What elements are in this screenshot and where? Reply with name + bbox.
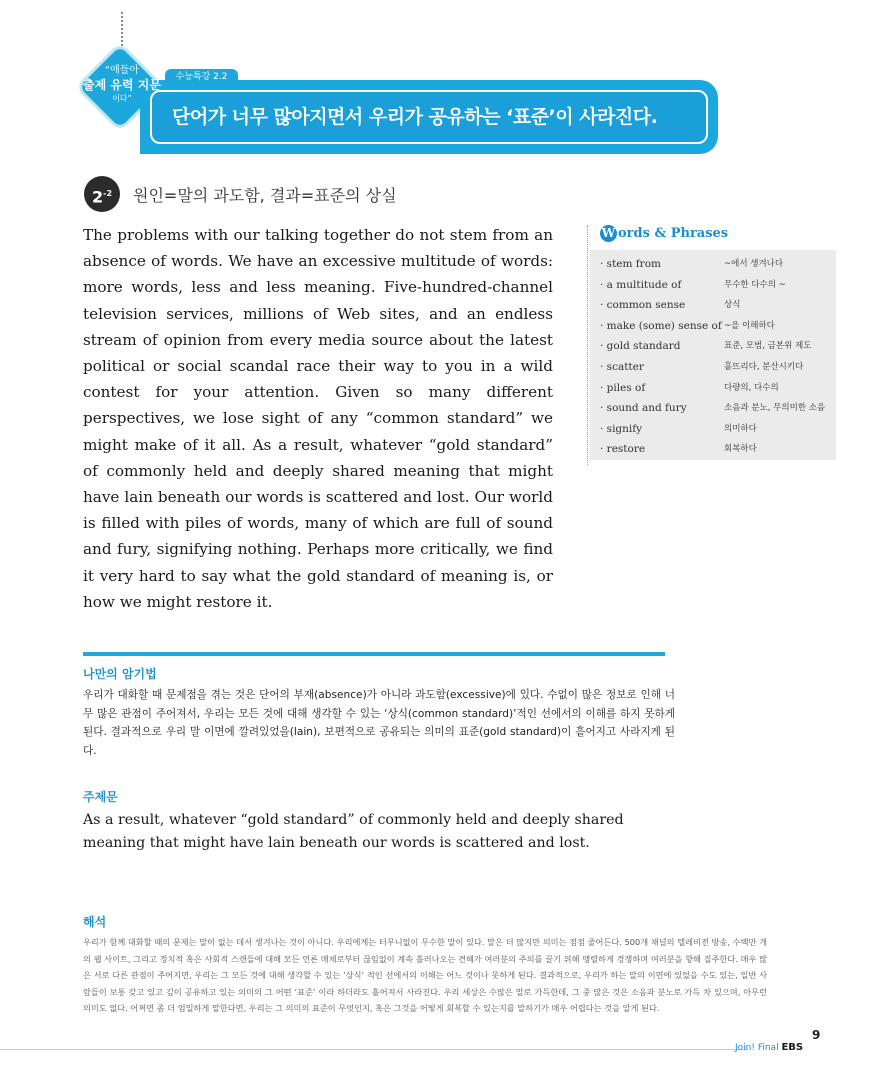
phrase-ko: ~에서 생겨나다 <box>724 259 784 269</box>
phrase-en: · scatter <box>600 360 644 373</box>
phrase-ko: 상식 <box>724 300 741 311</box>
list-item <box>590 275 836 296</box>
passage-text: The problems with our talking together do not stem from an absence of words. We have an excessive multitude of words: more words, less and less meaning. Five-hundred-channel television services, millions of Web sites, and an endless stream of opinion from every media source about the latest political or social scandal race their way to you in a wild contest for your attention. Given so many different perspectives, we lose sight of any “common standard” we might make of it all. As a result, whatever “gold standard” of commonly held and deeply shared meaning that might have lain beneath our words is scattered and lost. Our world is filled with piles of words, many of which are full of sound and fury, signifying nothing. Perhaps more critically, we find it very hard to say what the gold standard of meaning is, or how we might restore it. <box>83 226 553 611</box>
summary-heading: 나만의 암기법 <box>83 667 157 681</box>
phrase-en: · a multitude of <box>600 278 682 291</box>
phrase-en: · gold standard <box>600 340 681 353</box>
list-item <box>590 378 836 399</box>
section-number: 2 <box>91 187 104 207</box>
list-item <box>590 336 836 357</box>
phrase-ko: 소음과 분노, 무의미한 소음 <box>724 403 826 414</box>
page-title: 단어가 너무 많아지면서 우리가 공유하는 ‘표준’이 사라진다. <box>172 106 658 128</box>
translation-heading: 해석 <box>83 915 107 929</box>
phrase-ko: 다량의, 다수의 <box>724 382 779 393</box>
summary-text: 우리가 대화할 때 문제점을 겪는 것은 단어의 부재(absence)가 아니라 과도함(excessive)에 있다. 수없이 많은 정보로 인해 너무 많은 관점이 주어져서, 우리는 모든 것에 대해 생각할 수 있는 ‘상식(common standard)’적인 선에서의 이해를 하지 못하게 된다. 결과적으로 우리 말 이면에 깔려있었을(lain), 보편적으로 공유되는 의미의 표준(gold standard)이 흩어지고 사라지게 된다. <box>83 689 675 757</box>
tag-label <box>72 64 172 104</box>
list-item <box>590 439 836 460</box>
phrase-en: · make (some) sense of <box>600 319 722 332</box>
phrase-ko: 의미하다 <box>724 423 757 434</box>
phrase-ko: 흩뜨리다, 분산시키다 <box>724 361 804 372</box>
section-number-badge <box>84 176 120 212</box>
words-phrases-list <box>590 250 836 460</box>
tag-line2: 출제 유력 지문 <box>83 78 161 92</box>
tag-line1: “애들아 <box>104 65 140 76</box>
words-phrases-box <box>590 250 836 460</box>
phrase-en: · piles of <box>600 381 646 394</box>
phrase-ko: 무수한 다수의 ~ <box>724 279 786 290</box>
header-subtab: 수능특강 2.2 <box>165 69 238 85</box>
words-phrases-divider <box>587 225 588 465</box>
phrase-en: · stem from <box>600 258 661 270</box>
phrase-en: · restore <box>600 443 646 456</box>
words-phrases-title-rest: ords & Phrases <box>618 226 729 241</box>
words-phrases-title <box>600 225 728 242</box>
topic-sentence: As a result, whatever “gold standard” of commonly held and deeply shared meaning that might have lain beneath our words is scattered and lost. <box>83 812 624 851</box>
translation-text: 우리가 함께 대화할 때의 문제는 말이 없는 데서 생겨나는 것이 아니다. 우리에게는 터무니없이 무수한 말이 있다. 말은 더 많지만 의미는 점점 줄어든다. 500개 채널의 텔레비전 방송, 수백만 개의 웹 사이트, 그리고 정치적 혹은 사회적 스캔들에 대해 모든 언론 매체로부터 끊임없이 계속 흘러나오는 견해가 여러분의 주의를 끌기 위해 맹렬하게 경쟁하며 여러분을 향해 질주한다. 매우 많은 서로 다른 관점이 주어지면, 우리는 그 모든 것에 대해 생각할 수 있는 ‘상식’ 적인 선에서의 이해는 어느 것이나 못하게 된다. 결과적으로, 우리가 하는 말의 이면에 있었을 수도 있는, 일반 사람들이 보통 갖고 있고 깊이 공유하고 있는 의미의 그 어떤 ‘표준’ 이라 하더라도 흩어져서 사라진다. 우리 세상은 수많은 말로 가득한데, 그 중 많은 것은 소음과 분노로 가득 차 있으며, 아무런 의미도 없다. 어쩌면 좀 더 엄밀하게 말한다면, 우리는 그 의미의 표준이 무엇인지, 혹은 그것을 어떻게 회복할 수 있는지를 말하기가 매우 어렵다는 것을 알게 된다. <box>83 937 767 1014</box>
list-item <box>590 254 836 275</box>
phrase-en: · common sense <box>600 299 686 312</box>
tag-line3: 이다” <box>112 94 132 103</box>
section-subnumber: -2 <box>103 189 113 198</box>
list-item <box>590 419 836 440</box>
phrase-ko: ~을 이해하다 <box>724 320 775 331</box>
footer-brand-text: Join! Final <box>735 1043 779 1053</box>
phrase-en: · sound and fury <box>600 402 687 415</box>
list-item <box>590 316 836 337</box>
list-item <box>590 398 836 419</box>
phrase-en: · signify <box>600 422 643 435</box>
phrase-ko: 회복하다 <box>724 444 757 455</box>
topic-heading: 주제문 <box>83 790 118 804</box>
phrase-ko: 표준, 모범, 금본위 제도 <box>724 341 812 352</box>
section-divider <box>83 652 665 656</box>
footer-brand <box>735 1042 803 1053</box>
footer-line <box>0 1049 748 1050</box>
section-title: 원인=말의 과도함, 결과=표준의 상실 <box>133 186 397 205</box>
page-number: 9 <box>812 1028 821 1042</box>
footer-brand-bold: EBS <box>781 1042 804 1053</box>
words-phrases-title-letter: W <box>601 226 616 240</box>
list-item <box>590 295 836 316</box>
list-item <box>590 357 836 378</box>
